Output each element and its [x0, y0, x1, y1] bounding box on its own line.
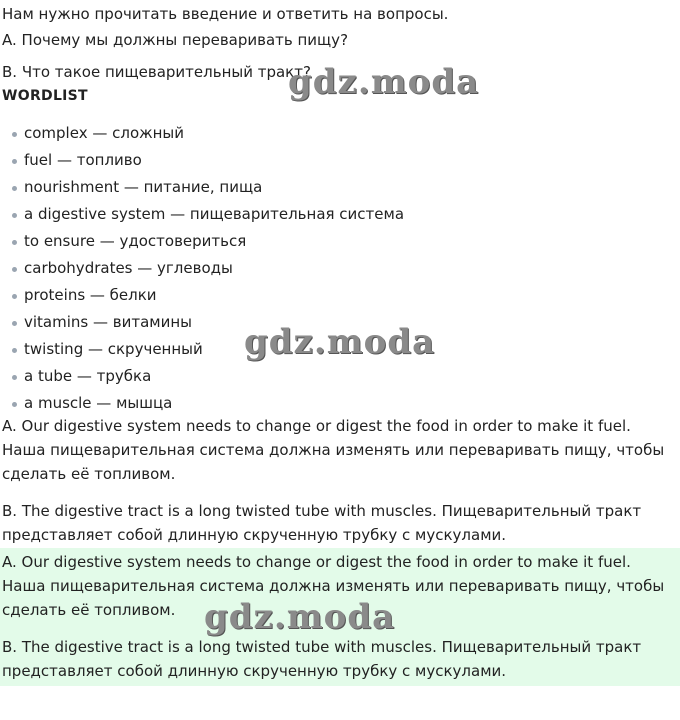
- wordlist: [0, 123, 404, 420]
- wordlist-entry: nourishment — питание, пища: [24, 178, 263, 196]
- wordlist-entry: proteins — белки: [24, 286, 157, 304]
- wordlist-entry: twisting — скрученный: [24, 340, 203, 358]
- question-b: B. Что такое пищеварительный тракт?: [2, 63, 311, 81]
- watermark-logo: gdz.moda: [288, 62, 480, 102]
- watermark-logo: gdz.moda: [204, 597, 396, 637]
- list-item: [0, 177, 404, 204]
- bullet-icon: [12, 132, 17, 137]
- wordlist-entry: fuel — топливо: [24, 151, 142, 169]
- wordlist-entry: to ensure — удостовериться: [24, 232, 247, 250]
- watermark-logo: gdz.moda: [244, 322, 436, 362]
- bullet-icon: [12, 267, 17, 272]
- list-item: [0, 258, 404, 285]
- wordlist-heading: WORDLIST: [2, 88, 88, 104]
- list-item: [0, 285, 404, 312]
- bullet-icon: [12, 348, 17, 353]
- bullet-icon: [12, 294, 17, 299]
- highlighted-answer-b: B. The digestive tract is a long twisted tube with muscles. Пищеварительный тракт представляет собой длинную скрученную трубку с мускулами.: [2, 638, 642, 680]
- bullet-icon: [12, 240, 17, 245]
- bullet-icon: [12, 402, 17, 407]
- wordlist-entry: a tube — трубка: [24, 367, 152, 385]
- wordlist-entry: vitamins — витамины: [24, 313, 192, 331]
- list-item: [0, 150, 404, 177]
- list-item: [0, 123, 404, 150]
- task-intro: Нам нужно прочитать введение и ответить на вопросы.: [2, 5, 449, 23]
- answer-a: A. Our digestive system needs to change or digest the food in order to make it fuel. Наша пищеварительная система должна изменять или переваривать пищу, чтобы сделать её топливом.: [2, 417, 665, 483]
- bullet-icon: [12, 375, 17, 380]
- bullet-icon: [12, 213, 17, 218]
- bullet-icon: [12, 186, 17, 191]
- wordlist-entry: carbohydrates — углеводы: [24, 259, 233, 277]
- list-item: [0, 204, 404, 231]
- wordlist-entry: complex — сложный: [24, 124, 185, 142]
- wordlist-entry: a digestive system — пищеварительная система: [24, 205, 405, 223]
- highlighted-answer-a: A. Our digestive system needs to change or digest the food in order to make it fuel. Наша пищеварительная система должна изменять или переваривать пищу, чтобы сделать её топливом.: [2, 553, 665, 619]
- bullet-icon: [12, 159, 17, 164]
- question-a: A. Почему мы должны переваривать пищу?: [2, 31, 349, 49]
- answer-b: B. The digestive tract is a long twisted tube with muscles. Пищеварительный тракт представляет собой длинную скрученную трубку с мускулами.: [2, 502, 642, 544]
- list-item: [0, 366, 404, 393]
- bullet-icon: [12, 321, 17, 326]
- list-item: [0, 231, 404, 258]
- wordlist-entry: a muscle — мышца: [24, 394, 173, 412]
